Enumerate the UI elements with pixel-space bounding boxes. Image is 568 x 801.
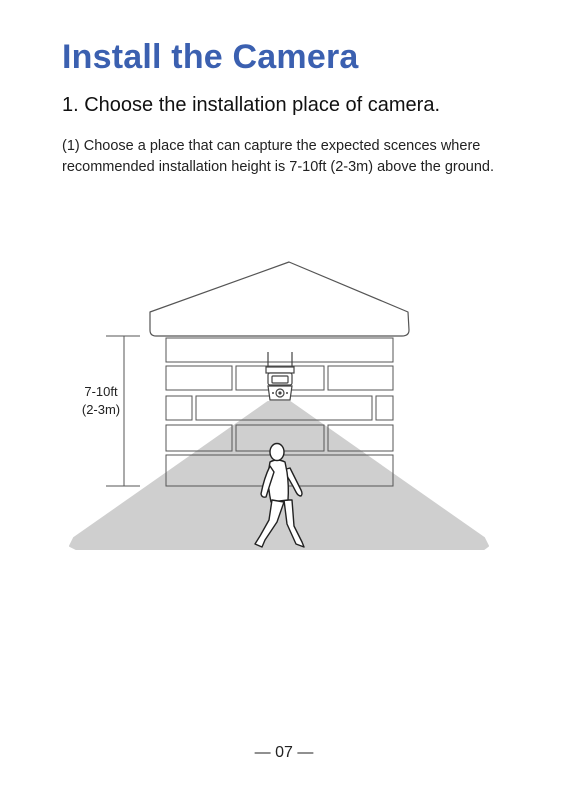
page-number: — 07 — (254, 744, 314, 761)
instruction-text: (1) Choose a place that can capture the expected scences where recommended installation height is 7-10ft (2-3m) above the ground. (62, 138, 495, 175)
height-label-feet: 7-10ft (84, 384, 118, 399)
camera-icon (266, 352, 294, 400)
height-label-meters: (2-3m) (81, 402, 121, 417)
page-title: Install the Camera (62, 38, 359, 76)
section-heading: 1. Choose the installation place of camera. (62, 94, 440, 116)
house-roof (150, 262, 409, 336)
height-label (70, 383, 132, 419)
